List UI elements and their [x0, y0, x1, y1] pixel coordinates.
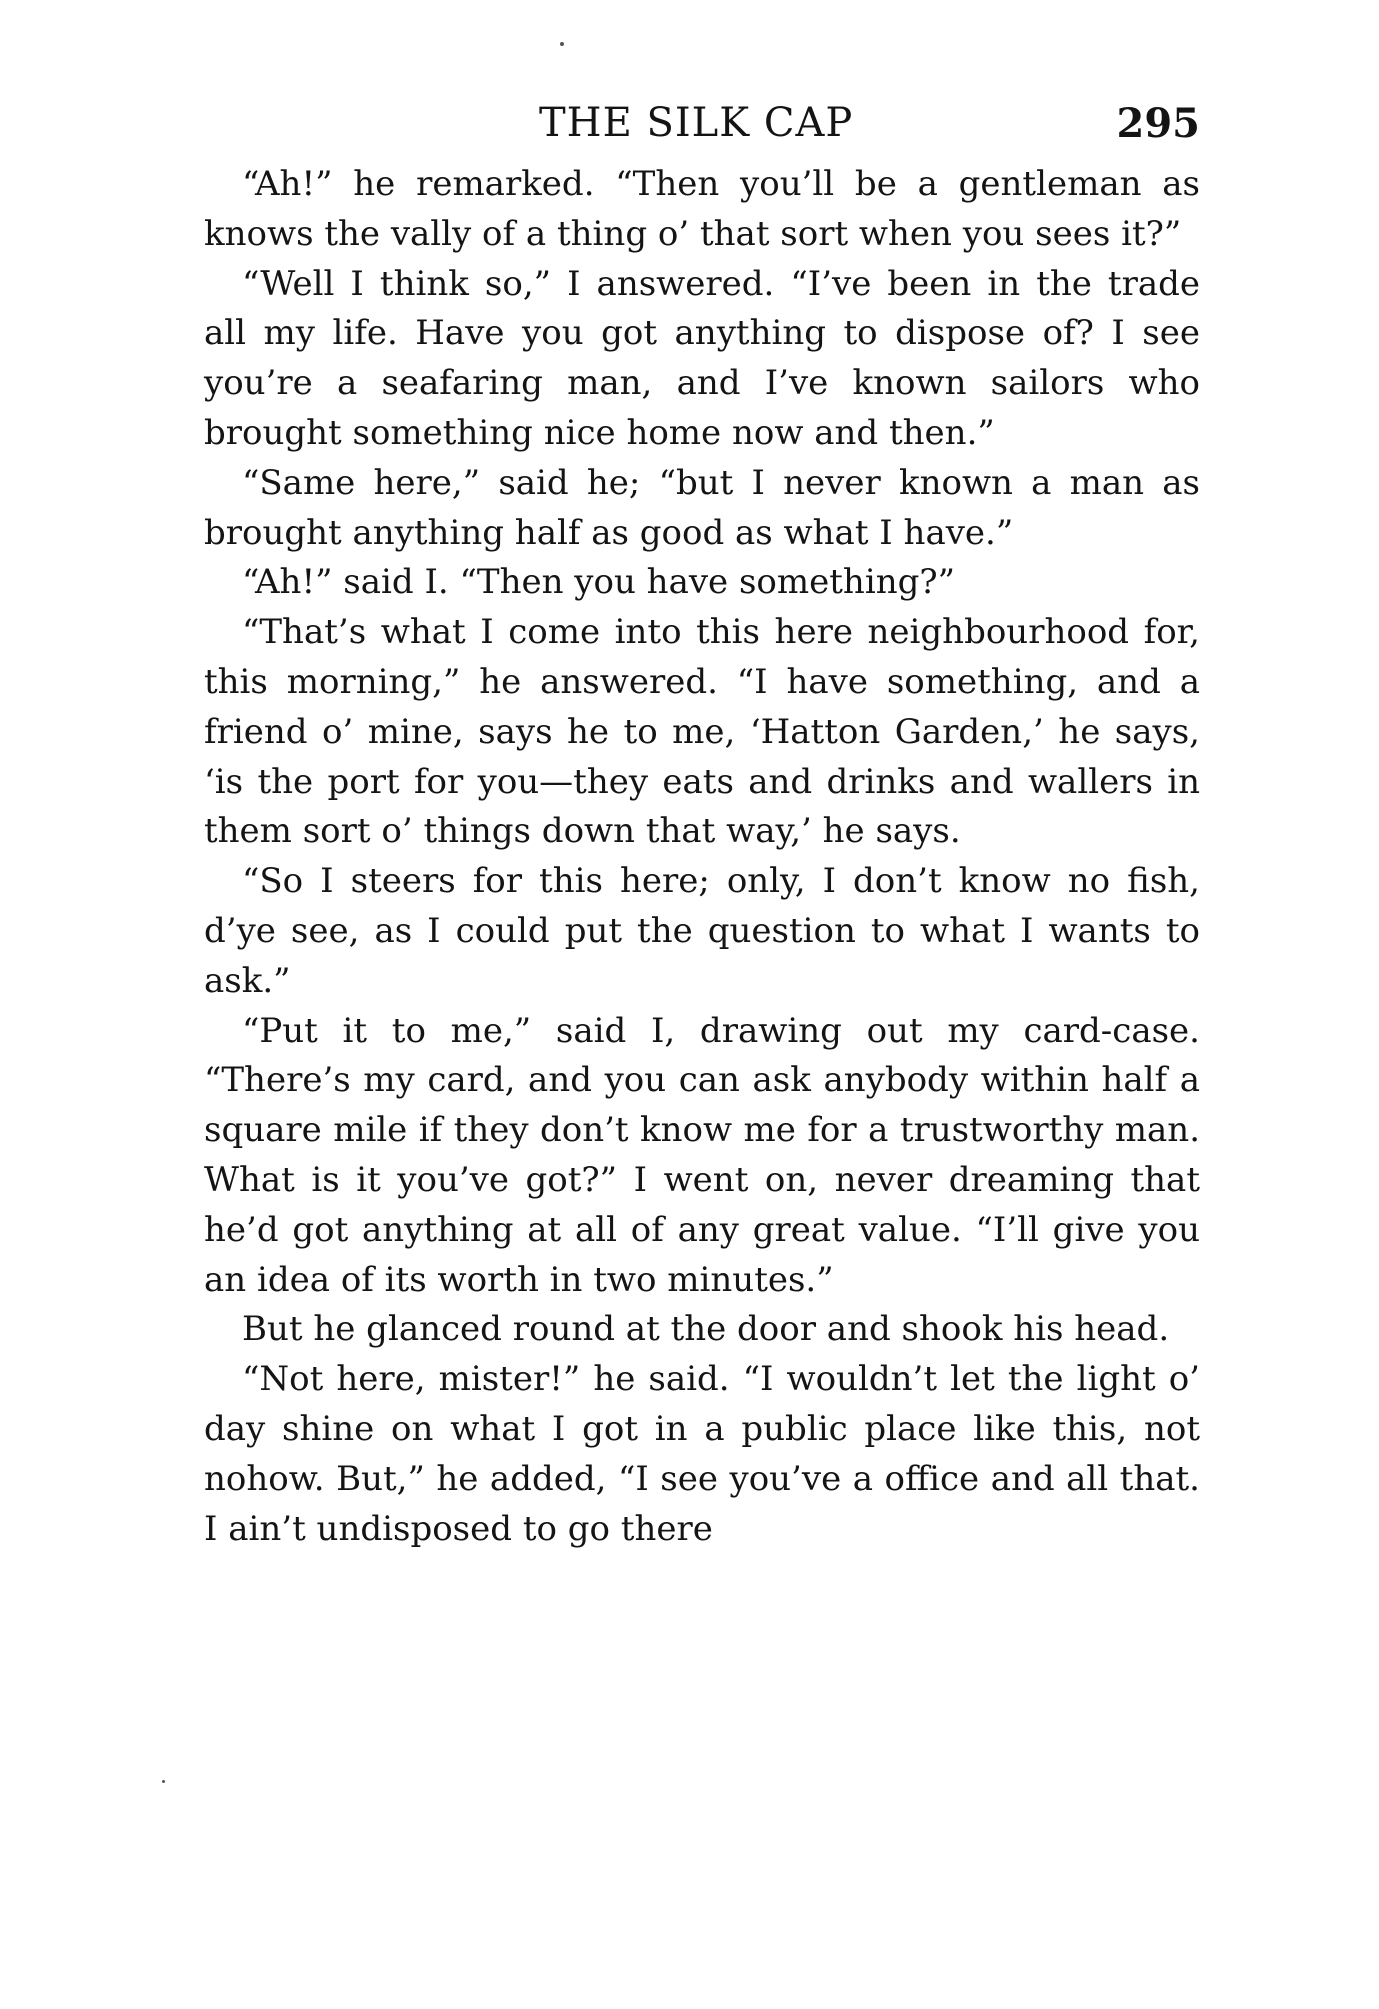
paragraph: “Ah!” said I. “Then you have something?” — [242, 562, 955, 603]
running-head — [204, 98, 1200, 160]
paragraph: “Ah!” he remarked. “Then you’ll be a gentleman as knows the vally of a thing o’ that sort when you sees it?” — [204, 164, 1200, 254]
paragraph: “So I steers for this here; only, I don’t know no fish, d’ye see, as I could put the question to what I wants to ask.” — [204, 861, 1200, 1001]
running-title: THE SILK CAP — [539, 100, 854, 146]
body-text — [204, 160, 1200, 1554]
paragraph: “Not here, mister!” he said. “I wouldn’t let the light o’ day shine on what I got in a public place like this, not nohow. But,” he added, “I see you’ve a office and all that. I ain’t undisposed to go there — [204, 1359, 1200, 1549]
paragraph: “That’s what I come into this here neighbourhood for, this morning,” he answered. “I have something, and a friend o’ mine, says he to me, ‘Hatton Garden,’ he says, ‘is the port for you—they eats and drinks and wallers in them sort o’ things down that way,’ he says. — [204, 612, 1200, 852]
page-number: 295 — [1116, 100, 1200, 147]
paragraph: But he glanced round at the door and shook his head. — [242, 1309, 1170, 1350]
book-page — [204, 98, 1200, 1554]
paragraph: “Put it to me,” said I, drawing out my card-case. “There’s my card, and you can ask anybody within half a square mile if they don’t know me for a trustworthy man. What is it you’ve got?” I went on, never dreaming that he’d got anything at all of any great value. “I’ll give you an idea of its worth in two minutes.” — [204, 1010, 1200, 1300]
paragraph: “Well I think so,” I answered. “I’ve been in the trade all my life. Have you got anything to dispose of? I see you’re a seafaring man, and I’ve known sailors who brought something nice home now and then.” — [204, 263, 1200, 453]
paragraph: “Same here,” said he; “but I never known a man as brought anything half as good as what I have.” — [204, 462, 1200, 553]
